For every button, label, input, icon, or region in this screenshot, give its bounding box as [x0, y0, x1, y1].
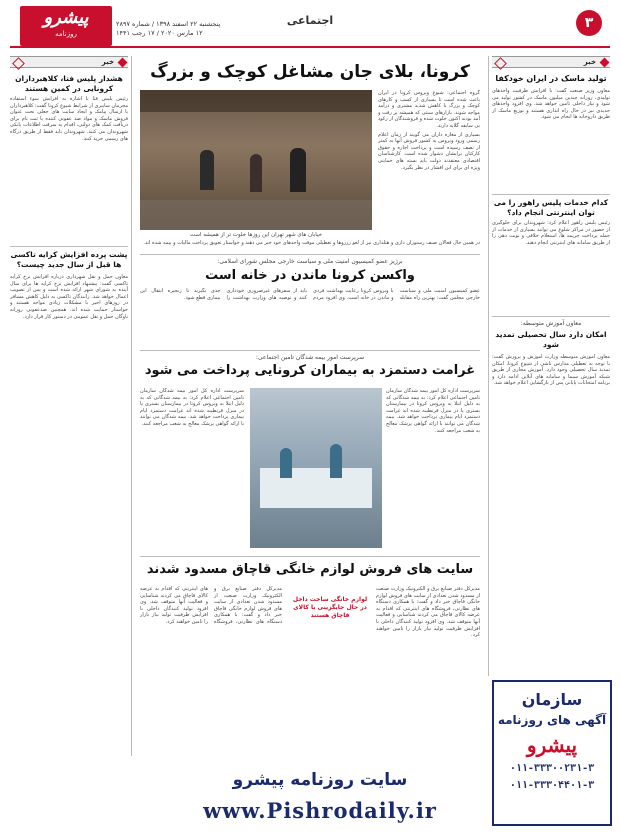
- page-number: ۳: [576, 10, 602, 36]
- news-label-right: [492, 56, 610, 68]
- site-name-fa: سایت روزنامه پیشرو: [232, 770, 408, 790]
- diamond-icon: [600, 58, 610, 68]
- vaccine-kicker: برژیز عضو کمیسیون امنیت ملی و سیاست خارجی مجلس شورای اسلامی:: [217, 258, 403, 265]
- story-divider: [10, 246, 128, 247]
- right-headline-1: تولید ماسک در ایران خودکفا: [495, 74, 607, 83]
- insurance-body-left: [140, 388, 244, 548]
- main-paragraph: گروه اجتماعی: شیوع ویروس کرونا در ایران باعث شده است تا بسیاری از کسب و کارهای کوچک و بزرگ با کاهش شدید مشتری و درآمد مواجه شوند. بازارهای سنتی که همیشه پر رفت و آمد بودند اکنون خلوت شده و فروشندگان از رکود بی سابقه گلایه دارند.: [378, 90, 480, 129]
- diamond-icon: [118, 58, 128, 68]
- right-kicker-3: معاون آموزش متوسطه:: [520, 320, 582, 327]
- column-divider: [488, 56, 489, 676]
- insurance-headline: غرامت دستمزد به بیماران کرونایی پرداخت می شود: [144, 363, 476, 378]
- ad-phone-1: ۰۱۱-۳۳۳۰۰۲۳۱-۳: [509, 763, 595, 774]
- main-body-col1: [378, 90, 480, 235]
- date-line-1: پنجشنبه ۲۲ اسفند ۱۳۹۸ / شماره ۲۸۹۷: [116, 20, 221, 28]
- diamond-outline-icon: [494, 57, 507, 70]
- left-paragraph: معاون حمل و نقل شهرداری درباره افزایش نرخ کرایه تاکسی گفت: پیشنهاد افزایش نرخ کرایه ها برای سال آینده به شورای شهر ارائه شده است و پس از تصویب اعمال خواهد شد. رانندگان تاکسی به دلیل کاهش مسافر در روزهای اخیر با مشکلات زیادی مواجه هستند و خواستار حمایت شده اند. همچنین ضدعفونی روزانه ناوگان حمل و نقل عمومی در دستور کار قرار دارد.: [10, 274, 128, 320]
- ad-line-1: سازمان: [521, 690, 583, 709]
- story-divider: [140, 556, 480, 557]
- right-body-3: [492, 354, 610, 674]
- left-headline-2: پشت پرده افزایش کرایه تاکسی ها قبل از سال جدید چیست؟: [10, 250, 128, 269]
- sites-body-right: [376, 586, 480, 762]
- insurance-body-right: [386, 388, 480, 548]
- insurance-paragraph: سرپرست اداره کل امور بیمه شدگان سازمان تامین اجتماعی اعلام کرد: به بیمه شدگانی که به دلیل ابتلا به ویروس کرونا در بیمارستان بستری یا در منزل قرنطینه شده اند غرامت دستمزد ایام بیماری پرداخت خواهد شد. بیمه شدگان می توانند با ارائه گواهی پزشک معالج به شعب مراجعه کنند.: [140, 388, 244, 427]
- story-divider: [492, 316, 610, 317]
- main-paragraph: در همین حال فعالان صنف رستوران داری و هتلداری نیز از لغو رزروها و تعطیلی موقت واحدهای خود خبر می دهند و خواستار تعویق پرداخت مالیات و بیمه شده اند.: [143, 240, 480, 246]
- section-title: اجتماعی: [286, 14, 334, 27]
- left-body-1: [10, 96, 128, 246]
- right-paragraph: رئیس پلیس راهور اعلام کرد: شهروندان برای جلوگیری از حضور در مراکز شلوغ می توانند بسیاری از خدمات از جمله پرداخت جریمه ها، استعلام خلافی و نوبت دهی را از طریق سامانه های اینترنتی انجام دهند.: [492, 220, 610, 246]
- vaccine-headline: واکسن کرونا ماندن در خانه است: [205, 268, 415, 283]
- left-paragraph: رئیس پلیس فتا با اشاره به افزایش سوء استفاده مجرمان سایبری از شرایط شیوع کرونا گفت: کلاهبرداران با ارسال پیامک و ایجاد سایت های جعلی تحت عنوان فروش ماسک و مواد ضد عفونی کننده یا ثبت نام برای دریافت کمک های دولتی، اقدام به سرقت اطلاعات بانکی شهروندان می کنند. شهروندان باید فقط از طریق درگاه های رسمی خرید کنند.: [10, 96, 128, 142]
- main-paragraph: بسیاری از مغازه داران می گویند از زمان اعلام رسمی ورود ویروس به کشور فروش آنها به کمتر از نصف رسیده است و پرداخت اجاره و حقوق کارکنان برایشان دشوار شده است. کارشناسان اقتصادی معتقدند دولت باید بسته های حمایتی ویژه ای برای این اقشار در نظر بگیرد.: [378, 131, 480, 171]
- main-headline: کرونا، بلای جان مشاغل کوچک و بزرگ: [150, 62, 470, 82]
- date-line-2: ۱۲ مارس ۲۰۲۰ / ۱۷ رجب ۱۴۴۱: [116, 29, 203, 37]
- logo-subtitle: روزنامه: [55, 30, 77, 38]
- right-headline-3: امکان دارد سال تحصیلی تمدید شود: [495, 330, 607, 349]
- insurance-paragraph: سرپرست اداره کل امور بیمه شدگان سازمان تامین اجتماعی اعلام کرد: به بیمه شدگانی که به دلیل ابتلا به ویروس کرونا در بیمارستان بستری یا در منزل قرنطینه شده اند غرامت دستمزد ایام بیماری پرداخت خواهد شد. بیمه شدگان می توانند با ارائه گواهی پزشک معالج به شعب مراجعه کنند.: [386, 388, 480, 434]
- story-divider: [492, 194, 610, 195]
- left-headline-1: هشدار پلیس فتا، کلاهبرداران کرونایی در کمین هستند: [15, 74, 123, 93]
- left-body-2: [10, 274, 128, 754]
- hospital-photo: [250, 388, 382, 548]
- ad-line-3: پیشرو: [526, 733, 578, 757]
- sites-headline: سایت های فروش لوازم خانگی قاچاق مسدود شدند: [146, 562, 474, 577]
- header-rule: [10, 46, 610, 48]
- right-body-1: [492, 88, 610, 192]
- newspaper-logo: [20, 6, 112, 46]
- vaccine-body: [140, 288, 480, 348]
- right-paragraph: معاون آموزش متوسطه وزارت آموزش و پرورش گفت: با توجه به تعطیلی مدارس ناشی از شیوع کرونا، امکان تمدید سال تحصیلی وجود دارد. آموزش مجازی از طریق شبکه آموزش سیما و سامانه های آنلاین ادامه دارد و برنامه امتحانات پایانی پس از بازگشایی اعلام خواهد شد.: [492, 354, 610, 387]
- right-paragraph: معاون وزیر صنعت گفت: با افزایش ظرفیت واحدهای تولیدی، روزانه چندین میلیون ماسک در کشور تولید می شود و نیاز داخلی تامین خواهد شد. وی افزود واحدهای جدیدی نیز در حال راه اندازی هستند و توزیع ماسک از طریق داروخانه ها انجام می شود.: [492, 88, 610, 121]
- sites-pullquote: لوازم خانگی ساخت داخل در حال جایگزینی با کالای قاچاق هستند: [292, 596, 368, 619]
- sites-body-left: [140, 586, 282, 762]
- story-divider: [140, 350, 480, 351]
- logo-title: پیشرو: [43, 7, 89, 28]
- column-divider: [131, 56, 132, 756]
- sites-paragraph: مدیرکل دفتر صنایع برق و الکترونیک وزارت صنعت از مسدود شدن تعدادی از سایت های فروش لوازم خانگی قاچاق خبر داد و گفت: با همکاری دستگاه های نظارتی، فروشگاه های اینترنتی که اقدام به عرضه کالای قاچاق می کردند شناسایی و فعالیت آنها متوقف شد. وی افزود تولید کنندگان داخلی با افزایش ظرفیت تولید نیاز بازار را تامین خواهند کرد.: [140, 586, 282, 625]
- main-body-tail: [140, 240, 480, 252]
- site-url[interactable]: www.Pishrodaily.ir: [203, 798, 437, 823]
- ads-box: [492, 680, 612, 826]
- diamond-outline-icon: [12, 57, 25, 70]
- story-divider: [140, 254, 480, 255]
- news-label-text: خبر: [583, 58, 596, 66]
- right-body-2: [492, 220, 610, 312]
- sites-paragraph: مدیرکل دفتر صنایع برق و الکترونیک وزارت صنعت از مسدود شدن تعدادی از سایت های فروش لوازم خانگی قاچاق خبر داد و گفت: با همکاری دستگاه های نظارتی، فروشگاه های اینترنتی که اقدام به عرضه کالای قاچاق می کردند شناسایی و فعالیت آنها متوقف شد. وی افزود تولید کنندگان داخلی با افزایش ظرفیت تولید نیاز بازار را تامین خواهند کرد.: [376, 586, 480, 639]
- vaccine-paragraph: عضو کمیسیون امنیت ملی و سیاست خارجی مجلس گفت: بهترین راه مقابله با ویروس کرونا رعایت بهداشت فردی و ماندن در خانه است. وی افزود مردم باید از سفرهای غیرضروری خودداری کنند و توصیه های وزارت بهداشت را جدی بگیرند تا زنجیره انتقال این بیماری قطع شود.: [140, 288, 480, 301]
- bazaar-photo: [140, 90, 372, 230]
- date-line: [116, 20, 246, 38]
- news-label-text: خبر: [101, 58, 114, 66]
- ad-line-2: آگهی های روزنامه: [497, 713, 607, 727]
- ad-phone-2: ۰۱۱-۳۳۳۰۴۴۰۱-۳: [509, 780, 595, 791]
- photo-caption: خیابان های شهر تهران این روزها خلوت تر از همیشه است: [189, 232, 323, 238]
- news-label-left: [10, 56, 128, 68]
- right-headline-2: کدام خدمات پلیس راهور را می توان اینترنتی انجام داد؟: [493, 198, 609, 217]
- insurance-kicker: سرپرست امور بیمه شدگان تامین اجتماعی:: [255, 354, 365, 361]
